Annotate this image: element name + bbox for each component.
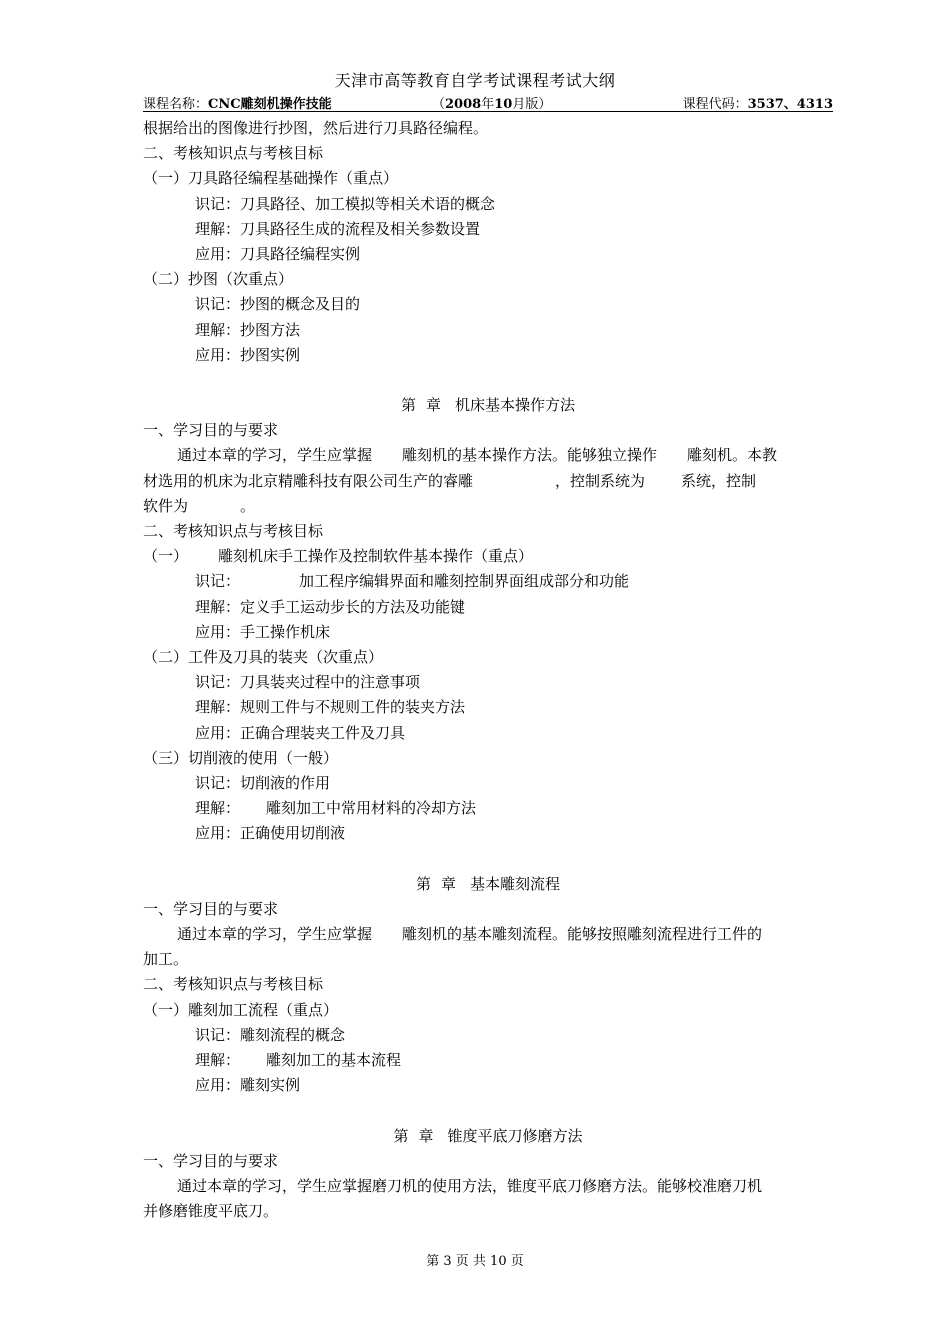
objective-item: 理解：规则工件与不规则工件的装夹方法: [195, 698, 466, 717]
paragraph-line: [143, 469, 833, 494]
edition-month: 10: [494, 97, 513, 112]
objective-item: 识记：雕刻流程的概念: [195, 1025, 346, 1044]
chapter-name: 机床基本操作方法: [455, 396, 576, 415]
text-span: 雕刻加工中常用材料的冷却方法: [266, 799, 477, 818]
course-name-value: CNC雕刻机操作技能: [208, 97, 332, 112]
section-heading: 二、考核知识点与考核目标: [143, 144, 324, 163]
text-span: ，控制系统为: [555, 471, 646, 490]
objective-item: [143, 1048, 833, 1073]
edition-year: 2008: [445, 97, 482, 112]
section-heading: 二、考核知识点与考核目标: [143, 975, 324, 994]
subsection-heading: （一）刀具路径编程基础操作（重点）: [143, 169, 399, 188]
text-span: 雕刻机。本教: [687, 446, 778, 465]
objective-item: 理解：定义手工运动步长的方法及功能键: [195, 597, 466, 616]
objective-item: 应用：刀具路径编程实例: [195, 244, 361, 263]
edition-close: 月版）: [512, 97, 552, 112]
text-span: 系统，控制: [681, 471, 757, 490]
running-header: [143, 93, 833, 112]
subsection-heading: （一）雕刻加工流程（重点）: [143, 1000, 339, 1019]
objective-item: [143, 796, 833, 821]
chapter-prefix: 第: [415, 874, 431, 893]
document-body: [143, 116, 833, 1224]
chapter-name: 基本雕刻流程: [470, 874, 561, 893]
text-span: 雕刻机的基本操作方法。能够独立操作: [402, 446, 658, 465]
chapter-name: 锥度平底刀修磨方法: [447, 1126, 583, 1145]
chapter-suffix: 章: [440, 874, 456, 893]
chapter-title: [143, 872, 833, 897]
code-label: 课程代码：: [682, 97, 748, 112]
chapter-suffix: 章: [425, 396, 441, 415]
paragraph-line: 加工。: [143, 950, 189, 969]
subsection-heading: [143, 544, 833, 569]
objective-item: 识记：切削液的作用: [195, 773, 331, 792]
text-span: 通过本章的学习，学生应掌握: [177, 446, 373, 465]
objective-item: 应用：正确合理装夹工件及刀具: [195, 723, 406, 742]
edition-year-unit: 年: [481, 97, 495, 112]
section-heading: 一、学习目的与要求: [143, 899, 279, 918]
objective-item: 识记：刀具路径、加工模拟等相关术语的概念: [195, 194, 496, 213]
paragraph-line: [143, 922, 833, 947]
text-span: （一）: [143, 547, 189, 566]
text-line: 根据给出的图像进行抄图，然后进行刀具路径编程。: [143, 119, 489, 137]
text-span: 识记：: [195, 572, 241, 591]
section-heading: 一、学习目的与要求: [143, 1151, 279, 1170]
objective-item: 应用：雕刻实例: [195, 1076, 301, 1095]
text-span: 。: [240, 496, 256, 515]
course-name: [143, 93, 332, 112]
page-number: 第 3 页 共 10 页: [426, 1254, 524, 1269]
objective-item: 识记：抄图的概念及目的: [195, 295, 361, 314]
objective-item: 理解：刀具路径生成的流程及相关参数设置: [195, 219, 481, 238]
section-heading: 一、学习目的与要求: [143, 421, 279, 440]
text-span: 通过本章的学习，学生应掌握: [177, 925, 373, 943]
code-value: 3537、4313: [747, 97, 833, 112]
paragraph-line: [143, 494, 833, 519]
objective-item: 理解：抄图方法: [195, 320, 301, 339]
chapter-title: [143, 393, 833, 418]
chapter-suffix: 章: [418, 1126, 434, 1145]
edition-open: （: [432, 97, 446, 112]
objective-item: 识记：刀具装夹过程中的注意事项: [195, 673, 421, 692]
chapter-prefix: 第: [400, 396, 416, 415]
subsection-heading: （三）切削液的使用（一般）: [143, 748, 339, 767]
objective-item: [143, 569, 833, 594]
objective-item: 应用：手工操作机床: [195, 622, 331, 641]
objective-item: 应用：抄图实例: [195, 345, 301, 364]
text-span: 软件为: [143, 496, 189, 515]
chapter-title: [143, 1124, 833, 1149]
objective-item: 应用：正确使用切削液: [195, 824, 346, 843]
text-span: 雕刻加工的基本流程: [266, 1050, 402, 1069]
chapter-prefix: 第: [393, 1126, 409, 1145]
text-span: 理解：: [195, 799, 241, 818]
paragraph-line: [143, 443, 833, 468]
subsection-heading: （二）工件及刀具的装夹（次重点）: [143, 647, 384, 666]
text-span: 加工程序编辑界面和雕刻控制界面组成部分和功能: [299, 572, 630, 591]
document-title: 天津市高等教育自学考试课程考试大纲: [334, 71, 616, 90]
text-span: 材选用的机床为北京精雕科技有限公司生产的睿雕: [143, 471, 474, 490]
course-code: [683, 93, 833, 112]
text-span: 理解：: [195, 1050, 241, 1069]
text-span: 雕刻机床手工操作及控制软件基本操作（重点）: [218, 547, 534, 566]
subsection-heading: （二）抄图（次重点）: [143, 270, 294, 289]
text-span: 雕刻机的基本雕刻流程。能够按照雕刻流程进行工件的: [402, 925, 763, 943]
course-label: 课程名称：: [143, 97, 209, 112]
paragraph-line: 通过本章的学习，学生应掌握磨刀机的使用方法，锥度平底刀修磨方法。能够校准磨刀机: [177, 1176, 763, 1195]
section-heading: 二、考核知识点与考核目标: [143, 522, 324, 540]
paragraph-line: 并修磨锥度平底刀。: [143, 1202, 279, 1221]
edition: [432, 93, 551, 112]
